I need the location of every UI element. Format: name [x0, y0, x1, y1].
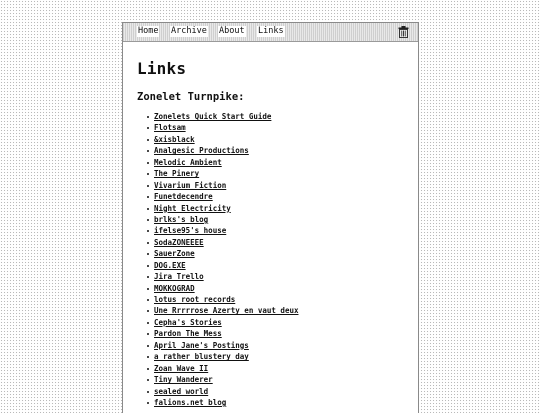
link-item[interactable]: Jira Trello [154, 272, 204, 282]
list-item [137, 225, 299, 236]
link-item[interactable]: Zoan Wave II [154, 363, 209, 373]
list-item [137, 294, 299, 305]
link-item[interactable]: ifelse95's house [154, 226, 227, 236]
section-heading: Zonelet Turnpike: [137, 91, 245, 103]
list-item [137, 134, 299, 145]
link-item[interactable]: Night Electricity [154, 203, 231, 213]
list-item [137, 260, 299, 271]
list-item [137, 351, 299, 362]
list-item [137, 271, 299, 282]
link-item[interactable]: sealed world [154, 386, 209, 396]
link-item[interactable]: Flotsam [154, 123, 186, 133]
list-item [137, 180, 299, 191]
nav-links-link[interactable]: Links [258, 26, 284, 36]
nav-home-link[interactable]: Home [138, 26, 159, 36]
trash-can-icon[interactable] [398, 26, 409, 38]
list-item [137, 283, 299, 294]
list-item [137, 248, 299, 259]
link-item[interactable]: Analgesic Productions [154, 146, 249, 156]
link-item[interactable]: brlks's blog [154, 214, 209, 224]
link-item[interactable]: DOG.EXE [154, 260, 186, 270]
link-item[interactable]: Une Rrrrrose Azerty en vaut deux [154, 306, 299, 316]
link-item[interactable]: Funetdecendre [154, 192, 213, 202]
list-item [137, 191, 299, 202]
list-item [137, 214, 299, 225]
link-item[interactable]: MOKKOGRAD [154, 283, 195, 293]
nav-about-link[interactable]: About [219, 26, 245, 36]
link-item[interactable]: Tiny Wanderer [154, 375, 213, 385]
link-item[interactable]: SauerZone [154, 249, 195, 259]
list-item [137, 157, 299, 168]
link-item[interactable]: The Pinery [154, 169, 200, 179]
link-item[interactable]: falions.net blog [154, 397, 227, 407]
list-item [137, 340, 299, 351]
list-item [137, 203, 299, 214]
page-title: Links [137, 59, 187, 78]
page-container [122, 22, 419, 413]
links-list [137, 111, 299, 408]
link-item[interactable]: April Jane's Postings [154, 340, 249, 350]
list-item [137, 237, 299, 248]
list-item [137, 386, 299, 397]
list-item [137, 168, 299, 179]
list-item [137, 122, 299, 133]
list-item [137, 328, 299, 339]
nav-archive-link[interactable]: Archive [171, 26, 207, 36]
list-item [137, 145, 299, 156]
navigation-bar [123, 23, 418, 42]
link-item[interactable]: lotus root records [154, 295, 236, 304]
link-item[interactable]: Vivarium Fiction [154, 180, 227, 190]
list-item [137, 397, 299, 408]
link-item[interactable]: Pardon The Mess [154, 329, 222, 339]
list-item [137, 363, 299, 374]
link-item[interactable]: &xisblack [154, 134, 195, 144]
list-item [137, 374, 299, 385]
link-item[interactable]: Cepha's Stories [154, 317, 222, 327]
link-item[interactable]: Zonelets Quick Start Guide [154, 112, 272, 121]
list-item [137, 111, 299, 122]
link-item[interactable]: a rather blustery day [154, 352, 249, 362]
link-item[interactable]: Melodic Ambient [154, 157, 222, 167]
link-item[interactable]: SodaZONEEEE [154, 237, 204, 247]
list-item [137, 305, 299, 316]
list-item [137, 317, 299, 328]
